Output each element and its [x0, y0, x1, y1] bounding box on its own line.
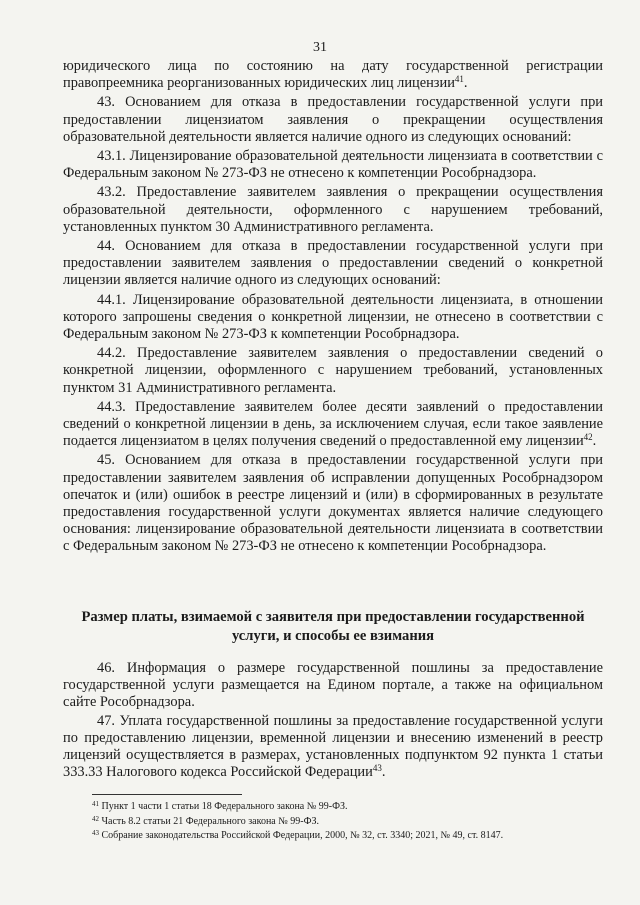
- paragraph-44-2: 44.2. Предоставление заявителем заявления о предоставлении сведений о конкретной лицензии, оформленного с нарушением требований, установленных пунктом 31 Административного регламента.: [63, 345, 603, 396]
- paragraph-45: 45. Основанием для отказа в предоставлении государственной услуги при предоставлении заявителем заявления об исправлении допущенных Рособрнадзором опечаток и (или) ошибок в реестре лицензий и (или) в сформированных в результате предоставления государственной услуги документах является наличие следующего основания: лицензирование образовательной деятельности лицензиата в соответствии с Федеральным законом № 273-ФЗ не отнесено к компетенции Рособрнадзора.: [63, 452, 603, 555]
- footnote-43: $^{43}$ Собрание законодательства Российской Федерации, 2000, № 32, ст. 3340; 2021, № 49, ст. 8147.: [92, 829, 504, 841]
- paragraph-46: 46. Информация о размере государственной пошлины за предоставление государственной услуги размещается на Едином портале, а также на официальном сайте Рособрнадзора.: [63, 660, 603, 711]
- body-text-top: [63, 58, 603, 558]
- paragraph-43-2: 43.2. Предоставление заявителем заявления о прекращении осуществления образовательной деятельности, оформленного с нарушением требований, установленных пунктом 30 Административного регламента.: [63, 184, 603, 235]
- footnote-ref-41: 41: [454, 74, 464, 85]
- paragraph-41-continuation: юридического лица по состоянию на дату государственной регистрации правопреемника реорганизованных юридических лиц лицензии$^{41}$.: [63, 58, 603, 92]
- section-heading: Размер платы, взимаемой с заявителя при предоставлении государственной услуги, и способы ее взимания: [81, 609, 585, 644]
- footnote-divider: [92, 794, 242, 795]
- paragraph-44-3: 44.3. Предоставление заявителем более десяти заявлений о предоставлении сведений о конкретной лицензии в день, за исключением случая, если такое заявление подается лицензиатом в целях получения сведений о предоставленной ему лицензии$^{42}$.: [63, 398, 603, 450]
- paragraph-43-1: 43.1. Лицензирование образовательной деятельности лицензиата в соответствии с Федеральным законом № 273-ФЗ не отнесено к компетенции Рособрнадзора.: [63, 148, 603, 182]
- footnotes: [92, 800, 602, 844]
- footnote-ref-43: 43: [372, 763, 382, 774]
- page-number: 31: [313, 40, 327, 55]
- footnote-41: $^{41}$ Пункт 1 части 1 статьи 18 Федерального закона № 99-ФЗ.: [92, 800, 348, 812]
- paragraph-44: 44. Основанием для отказа в предоставлении государственной услуги при предоставлении заявителем заявления о предоставлении сведений о конкретной лицензии является наличие одного из следующих оснований:: [63, 238, 603, 289]
- paragraph-43: 43. Основанием для отказа в предоставлении государственной услуги при предоставлении лицензиатом заявления о прекращении осуществления образовательной деятельности является наличие одного из следующих оснований:: [63, 94, 603, 145]
- footnote-42: $^{42}$ Часть 8.2 статьи 21 Федерального закона № 99-ФЗ.: [92, 814, 320, 827]
- paragraph-47: 47. Уплата государственной пошлины за предоставление государственной услуги по предоставлению лицензии, временной лицензии и внесению изменений в реестр лицензий осуществляется в размерах, установленных подпунктом 92 пункта 1 статьи 333.33 Налогового кодекса Российской Федерации$^{43}$.: [63, 712, 603, 781]
- body-text-bottom: [63, 660, 603, 782]
- footnote-ref-42: 42: [583, 432, 593, 443]
- paragraph-44-1: 44.1. Лицензирование образовательной деятельности лицензиата, в отношении которого запрошены сведения о конкретной лицензии, не отнесено в соответствии с Федеральным законом № 273-ФЗ к компетенции Рособрнадзора.: [63, 291, 603, 343]
